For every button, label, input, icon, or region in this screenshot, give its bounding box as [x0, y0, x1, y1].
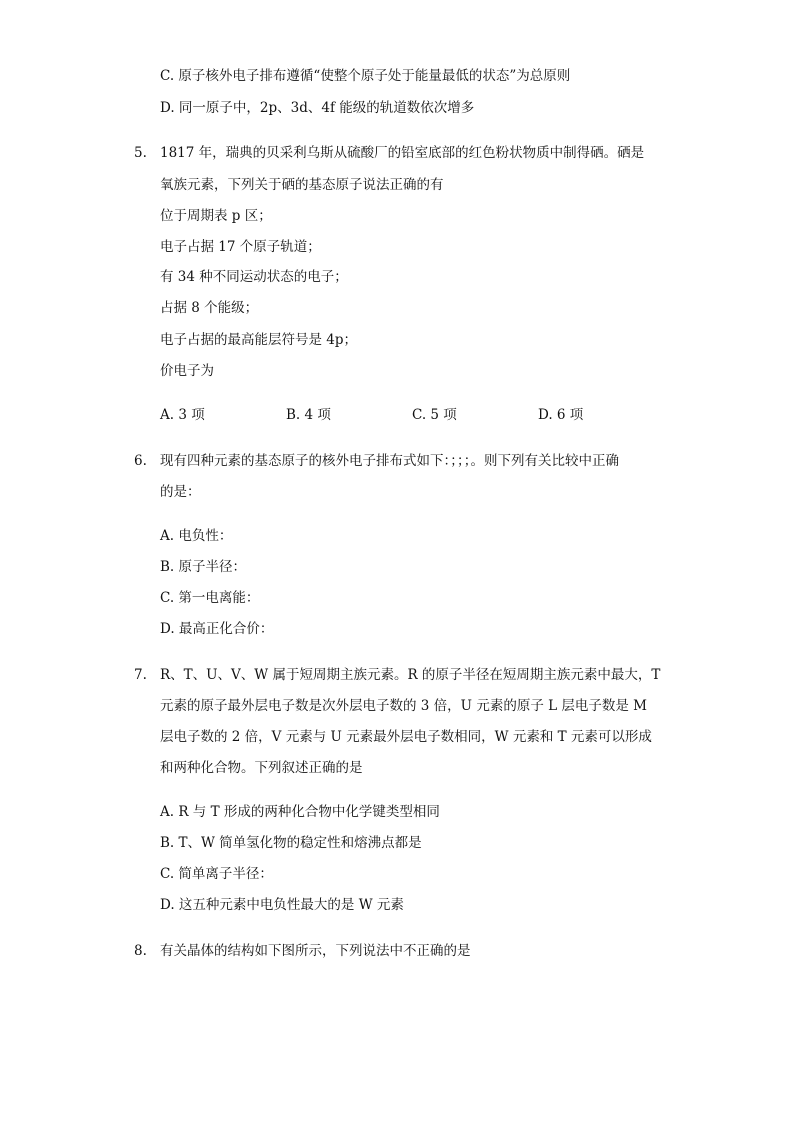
q8-stem-line-1: 有关晶体的结构如下图所示，下列说法中不正确的是 — [160, 943, 471, 959]
q7-option-d[interactable]: D. 这五种元素中电负性最大的是 W 元素 — [160, 897, 404, 913]
q6-stem-line-2: 的是： — [160, 484, 201, 500]
q5-statement-6: 价电子为 — [160, 363, 214, 379]
q5-statement-4: 占据 8 个能级； — [160, 300, 259, 316]
q5-stem-line-2: 氧族元素，下列关于硒的基态原子说法正确的有 — [160, 177, 444, 193]
q5-option-d[interactable]: D. 6 项 — [538, 407, 584, 423]
q5-statement-3: 有 34 种不同运动状态的电子； — [160, 269, 348, 285]
q8-number: 8. — [134, 943, 147, 959]
q7-option-a[interactable]: A. R 与 T 形成的两种化合物中化学键类型相同 — [160, 804, 440, 820]
q6-option-d[interactable]: D. 最高正化合价： — [160, 621, 274, 637]
q5-statement-1: 位于周期表 p 区； — [160, 208, 272, 224]
q5-number: 5. — [134, 145, 147, 161]
q6-option-c[interactable]: C. 第一电离能： — [160, 590, 260, 606]
q6-number: 6. — [134, 453, 147, 469]
q5-option-a[interactable]: A. 3 项 — [160, 407, 205, 423]
q5-statement-5: 电子占据的最高能层符号是 4p； — [160, 332, 358, 348]
q7-option-c[interactable]: C. 简单离子半径： — [160, 866, 273, 882]
q6-option-a[interactable]: A. 电负性： — [160, 528, 233, 544]
prev-option-c: C. 原子核外电子排布遵循“使整个原子处于能量最低的状态”为总原则 — [160, 68, 571, 84]
q5-option-c[interactable]: C. 5 项 — [412, 407, 457, 423]
prev-option-d: D. 同一原子中，2p、3d、4f 能级的轨道数依次增多 — [160, 100, 475, 116]
q7-number: 7. — [134, 667, 147, 683]
q6-stem-line-1: 现有四种元素的基态原子的核外电子排布式如下：；；；。则下列有关比较中正确 — [160, 453, 619, 469]
q7-option-b[interactable]: B. T、W 简单氢化物的稳定性和熔沸点都是 — [160, 835, 422, 851]
q5-stem-line-1: 1817 年，瑞典的贝采利乌斯从硫酸厂的铅室底部的红色粉状物质中制得硒。硒是 — [160, 145, 645, 161]
q6-option-b[interactable]: B. 原子半径： — [160, 559, 247, 575]
q7-stem-line-4: 和两种化合物。下列叙述正确的是 — [160, 760, 363, 776]
q7-stem-line-1: R、T、U、V、W 属于短周期主族元素。R 的原子半径在短周期主族元素中最大，T — [160, 667, 661, 683]
q7-stem-line-3: 层电子数的 2 倍，V 元素与 U 元素最外层电子数相同，W 元素和 T 元素可以形成 — [160, 729, 652, 745]
q5-statement-2: 电子占据 17 个原子轨道； — [160, 239, 321, 255]
q7-stem-line-2: 元素的原子最外层电子数是次外层电子数的 3 倍，U 元素的原子 L 层电子数是 M — [160, 698, 648, 714]
q5-option-b[interactable]: B. 4 项 — [286, 407, 331, 423]
